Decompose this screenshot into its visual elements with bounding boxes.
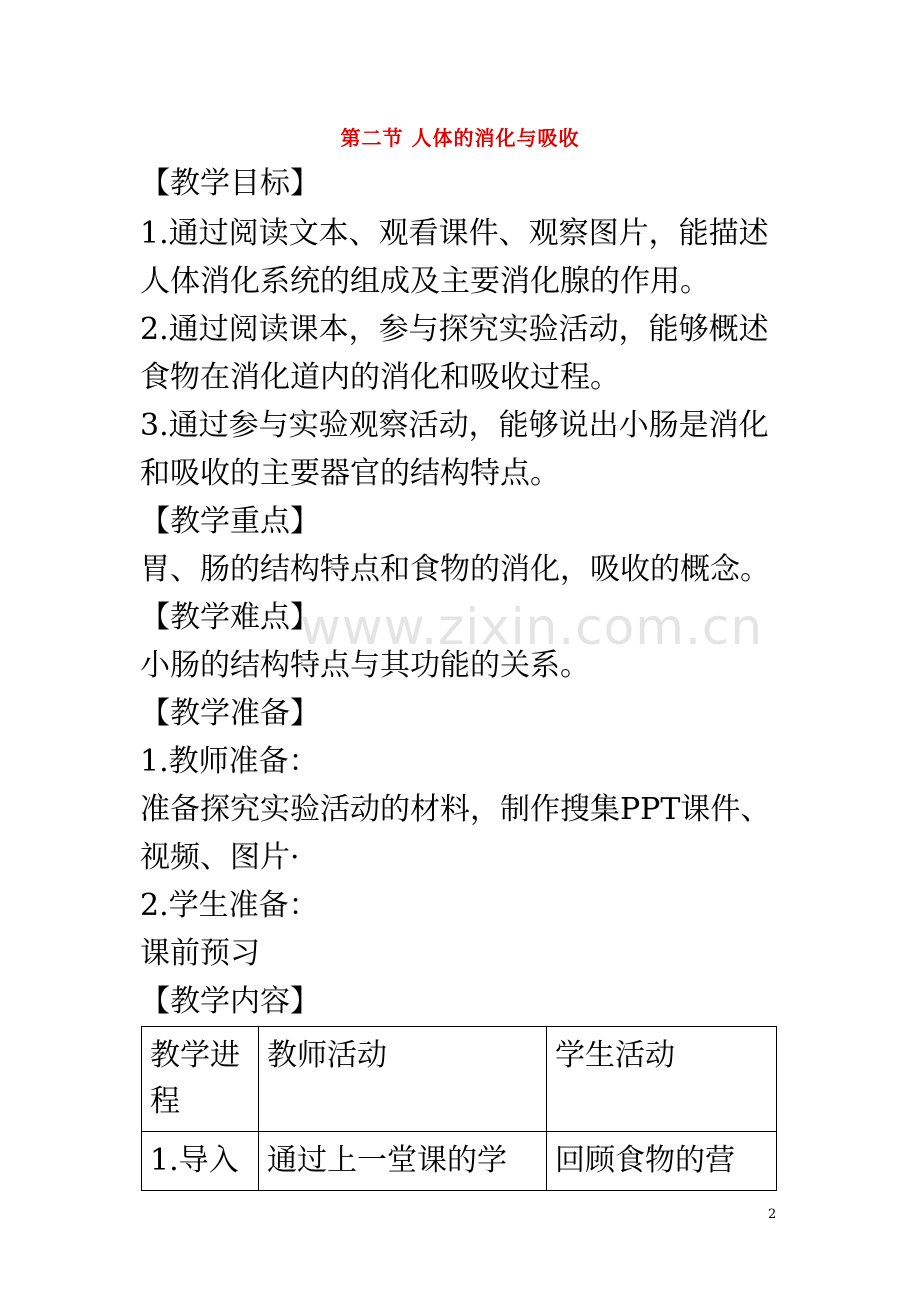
- heading-content: 【教学内容】: [140, 984, 320, 1019]
- difficulties-text: 小肠的结构特点与其功能的关系。: [140, 648, 590, 683]
- header-cell-student: 学生活动: [547, 1027, 777, 1132]
- teacher-prep-label: 1.教师准备：: [140, 744, 319, 779]
- student-prep-label: 2.学生准备：: [140, 888, 319, 923]
- teaching-content-table: [141, 1026, 777, 1191]
- heading-key-points: 【教学重点】: [140, 504, 320, 539]
- objective-2-line-2: 食物在消化道内的消化和吸收过程。: [140, 360, 620, 395]
- teacher-prep-line-1: 准备探究实验活动的材料，制作搜集PPT课件、: [140, 792, 771, 827]
- objective-1-line-2: 人体消化系统的组成及主要消化腺的作用。: [140, 264, 710, 299]
- heading-preparation: 【教学准备】: [140, 696, 320, 731]
- section-title: 第二节 人体的消化与吸收: [340, 126, 580, 150]
- teacher-prep-line-2: 视频、图片·: [140, 840, 300, 875]
- page-number: 2: [768, 1207, 777, 1222]
- watermark: www.zixin.com.cn: [300, 598, 764, 656]
- table-cell: 回顾食物的营: [547, 1132, 777, 1191]
- table-row: [142, 1132, 777, 1191]
- key-points-text: 胃、肠的结构特点和食物的消化，吸收的概念。: [140, 552, 770, 587]
- heading-difficulties: 【教学难点】: [140, 600, 320, 635]
- table-cell: 通过上一堂课的学: [259, 1132, 547, 1191]
- objective-2-line-1: 2.通过阅读课本，参与探究实验活动，能够概述: [140, 312, 769, 347]
- student-prep-text: 课前预习: [140, 936, 260, 971]
- table-header-row: [142, 1027, 777, 1132]
- header-cell-teacher: 教师活动: [259, 1027, 547, 1132]
- table-cell: 1.导入: [142, 1132, 259, 1191]
- objective-1-line-1: 1.通过阅读文本、观看课件、观察图片，能描述: [140, 216, 769, 251]
- objective-3-line-2: 和吸收的主要器官的结构特点。: [140, 456, 560, 491]
- header-cell-process: 教学进程: [142, 1027, 259, 1132]
- heading-objectives: 【教学目标】: [140, 166, 320, 201]
- objective-3-line-1: 3.通过参与实验观察活动，能够说出小肠是消化: [140, 408, 769, 443]
